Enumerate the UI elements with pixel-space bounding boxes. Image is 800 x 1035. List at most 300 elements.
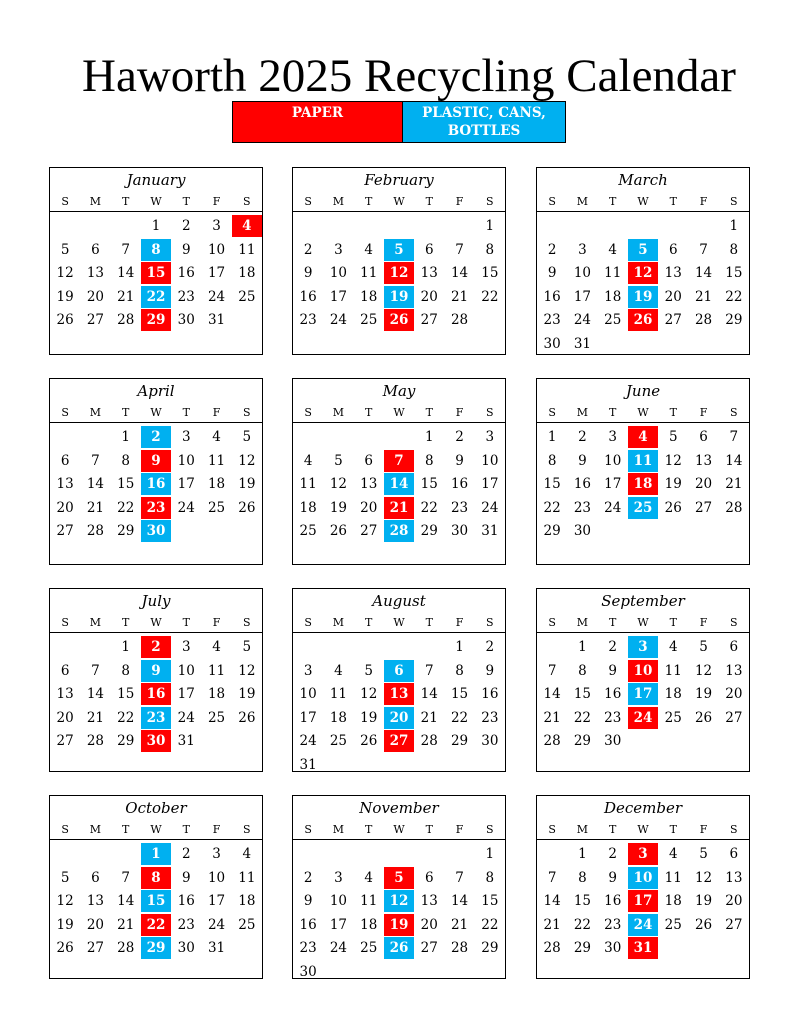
- day: 2: [485, 639, 495, 655]
- day: 30: [543, 335, 561, 352]
- weekday-label: S: [548, 616, 556, 629]
- week-row: [50, 520, 262, 544]
- weekday-label: M: [89, 616, 102, 629]
- day: 26: [329, 523, 348, 539]
- weekday-label: S: [486, 195, 494, 208]
- weekday-label: F: [699, 823, 708, 836]
- week-row: [537, 286, 749, 310]
- day: 27: [360, 523, 378, 539]
- day: 6: [699, 429, 708, 445]
- empty-day: [50, 215, 80, 237]
- day: 25: [604, 312, 622, 328]
- day-paper-pickup: 30: [141, 730, 171, 752]
- day: 25: [329, 733, 348, 749]
- day: 6: [424, 241, 434, 258]
- day: 2: [608, 639, 617, 655]
- day: 1: [729, 218, 739, 234]
- month-name: March: [618, 171, 668, 189]
- weekday-label: W: [637, 195, 649, 208]
- day: 9: [455, 452, 464, 469]
- day-plastic-pickup: 23: [141, 707, 171, 729]
- empty-day: [537, 636, 567, 658]
- day: 1: [485, 846, 495, 862]
- day: 11: [207, 662, 226, 679]
- day: 14: [694, 265, 713, 281]
- day: 22: [450, 709, 469, 726]
- day: 21: [450, 288, 469, 305]
- empty-day: [658, 520, 688, 542]
- empty-day: [80, 843, 110, 865]
- week-row: [293, 730, 505, 754]
- day: 18: [664, 686, 682, 702]
- day: 7: [699, 241, 708, 258]
- day: 27: [725, 709, 743, 726]
- week-row: [50, 636, 262, 660]
- day-plastic-pickup: 5: [384, 239, 414, 261]
- day: 12: [694, 662, 713, 679]
- day: 29: [725, 312, 743, 328]
- day: 25: [299, 523, 317, 539]
- day-paper-pickup: 26: [384, 309, 414, 331]
- month-name: October: [125, 799, 187, 817]
- week-row: [50, 426, 262, 450]
- day: 28: [543, 940, 561, 956]
- day: 12: [360, 686, 378, 702]
- day-paper-pickup: 18: [628, 473, 658, 495]
- day: 9: [303, 893, 313, 909]
- day: 27: [420, 312, 438, 328]
- weekday-label: T: [365, 406, 373, 419]
- week-row: [537, 937, 749, 961]
- day: 8: [578, 869, 587, 886]
- weekday-label: S: [730, 195, 738, 208]
- day: 24: [329, 940, 348, 956]
- weekday-label: S: [304, 823, 312, 836]
- day-paper-pickup: 24: [628, 707, 658, 729]
- day: 28: [86, 523, 105, 539]
- day: 4: [212, 429, 221, 445]
- day: 2: [578, 429, 587, 445]
- day: 3: [608, 429, 617, 445]
- week-row: [293, 286, 505, 310]
- day: 13: [56, 686, 74, 702]
- week-row: [293, 937, 505, 961]
- week-row: [537, 239, 749, 263]
- day: 29: [481, 940, 499, 956]
- empty-day: [293, 636, 323, 658]
- day-grid: [293, 212, 505, 333]
- day: 28: [450, 312, 469, 328]
- day: 27: [56, 523, 74, 539]
- day-paper-pickup: 27: [384, 730, 414, 752]
- empty-day: [658, 937, 688, 959]
- day: 24: [299, 733, 317, 749]
- day: 19: [360, 709, 378, 726]
- weekday-header: [50, 192, 262, 212]
- weekday-label: S: [243, 823, 251, 836]
- day: 19: [238, 476, 256, 492]
- weekday-label: F: [699, 195, 708, 208]
- day: 20: [86, 916, 105, 933]
- day: 16: [543, 288, 561, 305]
- weekday-label: S: [304, 616, 312, 629]
- empty-day: [293, 426, 323, 448]
- day: 15: [450, 686, 469, 702]
- weekday-label: T: [425, 195, 433, 208]
- day: 28: [694, 312, 713, 328]
- day: 25: [207, 499, 226, 516]
- day-paper-pickup: 7: [384, 450, 414, 472]
- day: 16: [299, 288, 317, 305]
- weekday-header: [50, 613, 262, 633]
- week-row: [50, 473, 262, 497]
- day: 21: [86, 709, 105, 726]
- weekday-label: M: [576, 823, 589, 836]
- week-row: [537, 914, 749, 938]
- week-row: [293, 262, 505, 286]
- day: 21: [543, 916, 561, 933]
- weekday-label: T: [425, 616, 433, 629]
- empty-day: [384, 961, 414, 983]
- day-paper-pickup: 16: [141, 683, 171, 705]
- day: 6: [60, 662, 70, 679]
- day: 29: [117, 733, 135, 749]
- month-july: [49, 588, 263, 772]
- empty-day: [232, 937, 262, 959]
- day: 7: [424, 662, 434, 679]
- day: 24: [329, 312, 348, 328]
- day-grid: [50, 423, 262, 544]
- weekday-label: T: [182, 823, 190, 836]
- day: 2: [547, 241, 557, 258]
- day: 17: [329, 288, 348, 305]
- weekday-label: W: [393, 616, 405, 629]
- day-paper-pickup: 12: [628, 262, 658, 284]
- day: 6: [424, 869, 434, 886]
- day: 14: [450, 265, 469, 281]
- day-paper-pickup: 26: [628, 309, 658, 331]
- day: 13: [86, 893, 105, 909]
- day: 31: [573, 335, 592, 352]
- empty-day: [414, 636, 444, 658]
- day: 7: [547, 869, 557, 886]
- empty-day: [688, 937, 718, 959]
- empty-day: [688, 730, 718, 752]
- weekday-label: M: [332, 823, 345, 836]
- weekday-header: [537, 403, 749, 423]
- week-row: [50, 450, 262, 474]
- weekday-header: [537, 192, 749, 212]
- weekday-label: F: [455, 406, 464, 419]
- week-row: [293, 215, 505, 239]
- day: 5: [242, 429, 252, 445]
- legend-paper: PAPER: [233, 102, 403, 142]
- day: 1: [485, 218, 495, 234]
- day: 8: [729, 241, 739, 258]
- day: 8: [485, 869, 495, 886]
- day-grid: [537, 840, 749, 961]
- month-name: February: [364, 171, 434, 189]
- day: 7: [121, 241, 130, 258]
- empty-day: [444, 754, 474, 776]
- day-grid: [293, 840, 505, 984]
- day: 16: [450, 476, 469, 492]
- day: 21: [450, 916, 469, 933]
- day: 16: [177, 893, 195, 909]
- empty-day: [719, 937, 749, 959]
- day: 16: [299, 916, 317, 933]
- month-name: December: [603, 799, 683, 817]
- weekday-label: T: [609, 406, 617, 419]
- day: 14: [117, 265, 135, 281]
- day: 26: [56, 312, 74, 328]
- day: 15: [117, 476, 135, 492]
- day-paper-pickup: 23: [141, 497, 171, 519]
- day: 10: [207, 869, 226, 886]
- day: 29: [117, 523, 135, 539]
- day-paper-pickup: 4: [232, 215, 262, 237]
- empty-day: [414, 843, 444, 865]
- day: 18: [329, 709, 348, 726]
- day: 11: [664, 662, 682, 679]
- day: 5: [364, 662, 373, 679]
- weekday-label: T: [609, 823, 617, 836]
- empty-day: [658, 215, 688, 237]
- empty-day: [475, 754, 505, 776]
- month-name: November: [359, 799, 439, 817]
- day: 22: [573, 709, 592, 726]
- day: 27: [694, 499, 713, 516]
- day: 7: [547, 662, 557, 679]
- weekday-label: S: [61, 195, 69, 208]
- week-row: [293, 867, 505, 891]
- empty-day: [537, 215, 567, 237]
- week-row: [293, 309, 505, 333]
- day: 2: [455, 429, 464, 445]
- day: 21: [117, 916, 135, 933]
- week-row: [537, 309, 749, 333]
- day: 30: [299, 963, 317, 980]
- empty-day: [628, 520, 658, 542]
- day: 16: [177, 265, 195, 281]
- day: 11: [604, 265, 622, 281]
- day: 2: [181, 218, 191, 234]
- weekday-label: S: [548, 823, 556, 836]
- day: 31: [299, 756, 317, 773]
- month-name: May: [382, 382, 416, 400]
- week-row: [293, 707, 505, 731]
- day: 18: [360, 288, 378, 305]
- day: 1: [578, 639, 587, 655]
- day: 24: [177, 709, 195, 726]
- week-row: [50, 309, 262, 333]
- empty-day: [688, 215, 718, 237]
- day: 15: [481, 265, 499, 281]
- day: 9: [547, 265, 557, 281]
- day: 17: [604, 476, 622, 492]
- day: 6: [91, 869, 100, 886]
- empty-day: [384, 843, 414, 865]
- day: 17: [481, 476, 499, 492]
- day: 4: [608, 241, 617, 258]
- day: 26: [664, 499, 682, 516]
- day: 26: [360, 733, 378, 749]
- day: 1: [121, 639, 130, 655]
- empty-day: [293, 843, 323, 865]
- day: 19: [238, 686, 256, 702]
- day: 3: [212, 846, 221, 862]
- day: 4: [303, 452, 313, 469]
- weekday-label: T: [365, 616, 373, 629]
- day-paper-pickup: 19: [384, 914, 414, 936]
- day: 11: [360, 265, 378, 281]
- weekday-label: S: [730, 616, 738, 629]
- day: 22: [481, 916, 499, 933]
- day-plastic-pickup: 28: [384, 520, 414, 542]
- day: 24: [604, 499, 622, 516]
- day: 16: [604, 686, 622, 702]
- day: 7: [455, 241, 464, 258]
- day: 28: [543, 733, 561, 749]
- day: 27: [725, 916, 743, 933]
- weekday-label: S: [243, 195, 251, 208]
- day-plastic-pickup: 11: [628, 450, 658, 472]
- day: 20: [56, 709, 74, 726]
- day-grid: [537, 423, 749, 544]
- day: 30: [177, 312, 195, 328]
- empty-day: [201, 520, 231, 542]
- week-row: [537, 636, 749, 660]
- day: 5: [334, 452, 343, 469]
- week-row: [537, 450, 749, 474]
- day: 4: [668, 639, 678, 655]
- empty-day: [719, 333, 749, 355]
- day: 9: [608, 869, 617, 886]
- weekday-label: M: [332, 195, 345, 208]
- day: 17: [207, 265, 226, 281]
- week-row: [293, 890, 505, 914]
- week-row: [50, 890, 262, 914]
- empty-day: [171, 520, 201, 542]
- day: 28: [450, 940, 469, 956]
- day: 12: [56, 265, 74, 281]
- weekday-label: T: [122, 823, 130, 836]
- day-grid: [537, 212, 749, 356]
- weekday-label: F: [212, 195, 221, 208]
- day: 3: [303, 662, 313, 679]
- empty-day: [658, 730, 688, 752]
- empty-day: [323, 636, 353, 658]
- week-row: [537, 473, 749, 497]
- weekday-label: T: [122, 616, 130, 629]
- week-row: [293, 520, 505, 544]
- day: 23: [450, 499, 469, 516]
- empty-day: [444, 843, 474, 865]
- day: 13: [360, 476, 378, 492]
- month-november: [292, 795, 506, 979]
- weekday-header: [537, 613, 749, 633]
- day: 2: [303, 241, 313, 258]
- weekday-label: M: [576, 616, 589, 629]
- weekday-label: F: [699, 616, 708, 629]
- day: 22: [420, 499, 438, 516]
- empty-day: [719, 730, 749, 752]
- day: 12: [664, 452, 682, 469]
- day: 12: [694, 869, 713, 886]
- day-grid: [293, 423, 505, 544]
- weekday-label: F: [212, 823, 221, 836]
- day: 4: [668, 846, 678, 862]
- day: 24: [573, 312, 592, 328]
- day: 1: [151, 218, 161, 234]
- day: 20: [725, 686, 743, 702]
- weekday-label: M: [89, 195, 102, 208]
- day: 17: [299, 709, 317, 726]
- empty-day: [80, 636, 110, 658]
- weekday-label: T: [609, 195, 617, 208]
- day: 22: [573, 916, 592, 933]
- weekday-label: T: [425, 406, 433, 419]
- day: 13: [420, 265, 438, 281]
- day-plastic-pickup: 5: [628, 239, 658, 261]
- day: 14: [86, 686, 105, 702]
- day: 14: [86, 476, 105, 492]
- day: 31: [177, 733, 195, 749]
- day: 16: [604, 893, 622, 909]
- empty-day: [354, 754, 384, 776]
- day: 26: [238, 709, 256, 726]
- day: 13: [725, 662, 743, 679]
- month-march: [536, 167, 750, 355]
- empty-day: [598, 520, 628, 542]
- week-row: [293, 660, 505, 684]
- day-plastic-pickup: 6: [384, 660, 414, 682]
- day: 10: [573, 265, 592, 281]
- day: 9: [578, 452, 587, 469]
- day: 15: [117, 686, 135, 702]
- weekday-label: M: [332, 616, 345, 629]
- day-paper-pickup: 31: [628, 937, 658, 959]
- day: 22: [725, 288, 743, 305]
- day-paper-pickup: 2: [141, 636, 171, 658]
- month-june: [536, 378, 750, 565]
- day: 18: [238, 265, 256, 281]
- day: 13: [56, 476, 74, 492]
- day-plastic-pickup: 9: [141, 660, 171, 682]
- day: 4: [212, 639, 221, 655]
- day: 18: [207, 686, 226, 702]
- day: 6: [729, 846, 739, 862]
- day: 13: [420, 893, 438, 909]
- day-plastic-pickup: 19: [628, 286, 658, 308]
- day: 26: [694, 916, 713, 933]
- week-row: [293, 683, 505, 707]
- day: 22: [481, 288, 499, 305]
- day: 8: [485, 241, 495, 258]
- week-row: [293, 636, 505, 660]
- day-paper-pickup: 21: [384, 497, 414, 519]
- day: 17: [573, 288, 592, 305]
- day: 21: [543, 709, 561, 726]
- day: 25: [238, 288, 256, 305]
- day-paper-pickup: 17: [628, 890, 658, 912]
- empty-day: [50, 636, 80, 658]
- day: 27: [86, 940, 105, 956]
- day-plastic-pickup: 8: [141, 239, 171, 261]
- day: 9: [303, 265, 313, 281]
- weekday-label: M: [89, 823, 102, 836]
- day: 17: [177, 476, 195, 492]
